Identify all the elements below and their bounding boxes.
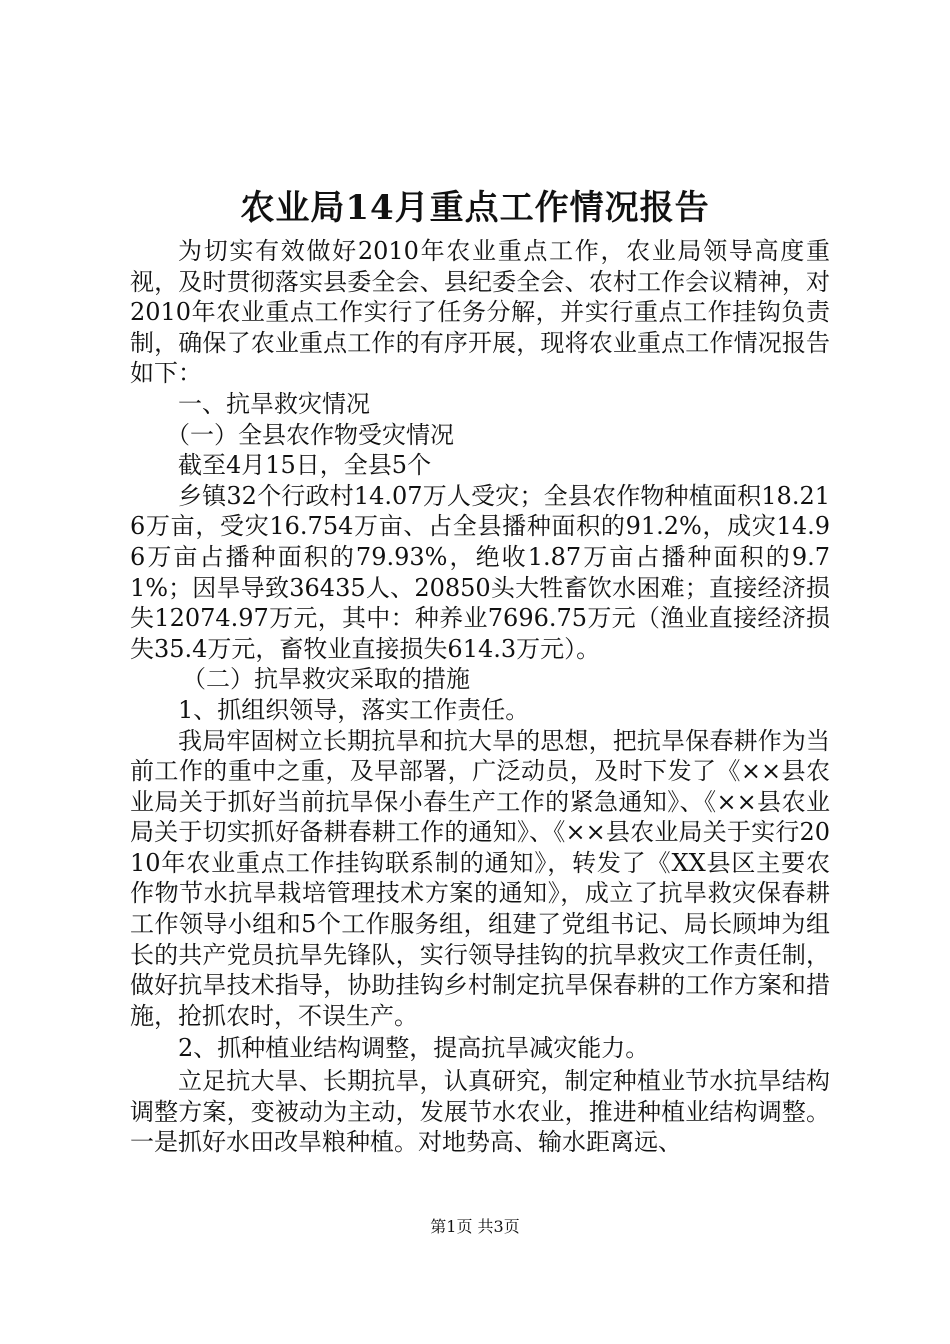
heading-subsection-2: （二）抗旱救灾采取的措施: [182, 665, 470, 694]
heading-subsection-1: （一）全县农作物受灾情况: [166, 420, 454, 449]
page-number: 第1页 共3页: [430, 1217, 520, 1236]
paragraph-intro: 为切实有效做好2010年农业重点工作，农业局领导高度重视，及时贯彻落实县委全会、县纪委全会、农村工作会议精神，对2010年农业重点工作实行了任务分解，并实行重点工作挂钩负责制，确保了农业重点工作的有序开展，现将农业重点工作情况报告如下：: [130, 237, 830, 388]
paragraph-measure-1: 我局牢固树立长期抗旱和抗大旱的思想，把抗旱保春耕作为当前工作的重中之重，及早部署，广泛动员，及时下发了《××县农业局关于抓好当前抗旱保小春生产工作的紧急通知》、《××县农业局关于切实抓好备耕春耕工作的通知》、《××县农业局关于实行2010年农业重点工作挂钩联系制的通知》，转发了《XX县区主要农作物节水抗旱栽培管理技术方案的通知》，成立了抗旱救灾保春耕工作领导小组和5个工作服务组，组建了党组书记、局长顾坤为组长的共产党员抗旱先锋队，实行领导挂钩的抗旱救灾工作责任制，做好抗旱技术指导，协助挂钩乡村制定抗旱保春耕的工作方案和措施，抢抓农时，不误生产。: [130, 726, 830, 1030]
document-title: 农业局14月重点工作情况报告: [240, 188, 710, 228]
paragraph-date: 截至4月15日，全县5个: [178, 451, 432, 480]
paragraph-measure-2: 立足抗大旱、长期抗旱，认真研究，制定种植业节水抗旱结构调整方案，变被动为主动，发展节水农业，推进种植业结构调整。一是抓好水田改旱粮种植。对地势高、输水距离远、: [130, 1067, 830, 1157]
heading-section-1: 一、抗旱救灾情况: [178, 389, 370, 418]
heading-measure-1: 1、抓组织领导，落实工作责任。: [178, 695, 530, 724]
heading-measure-2: 2、抓种植业结构调整，提高抗旱减灾能力。: [178, 1034, 650, 1063]
paragraph-disaster-stats: 乡镇32个行政村14.07万人受灾；全县农作物种植面积18.216万亩，受灾16.754万亩、占全县播种面积的91.2%，成灾14.96万亩占播种面积的79.93%，绝收1.87万亩占播种面积的9.71%；因旱导致36435人、20850头大牲畜饮水困难；直接经济损失12074.97万元，其中：种养业7696.75万元（渔业直接经济损失35.4万元，畜牧业直接损失614.3万元）。: [130, 481, 830, 663]
document-body: [130, 236, 830, 1158]
